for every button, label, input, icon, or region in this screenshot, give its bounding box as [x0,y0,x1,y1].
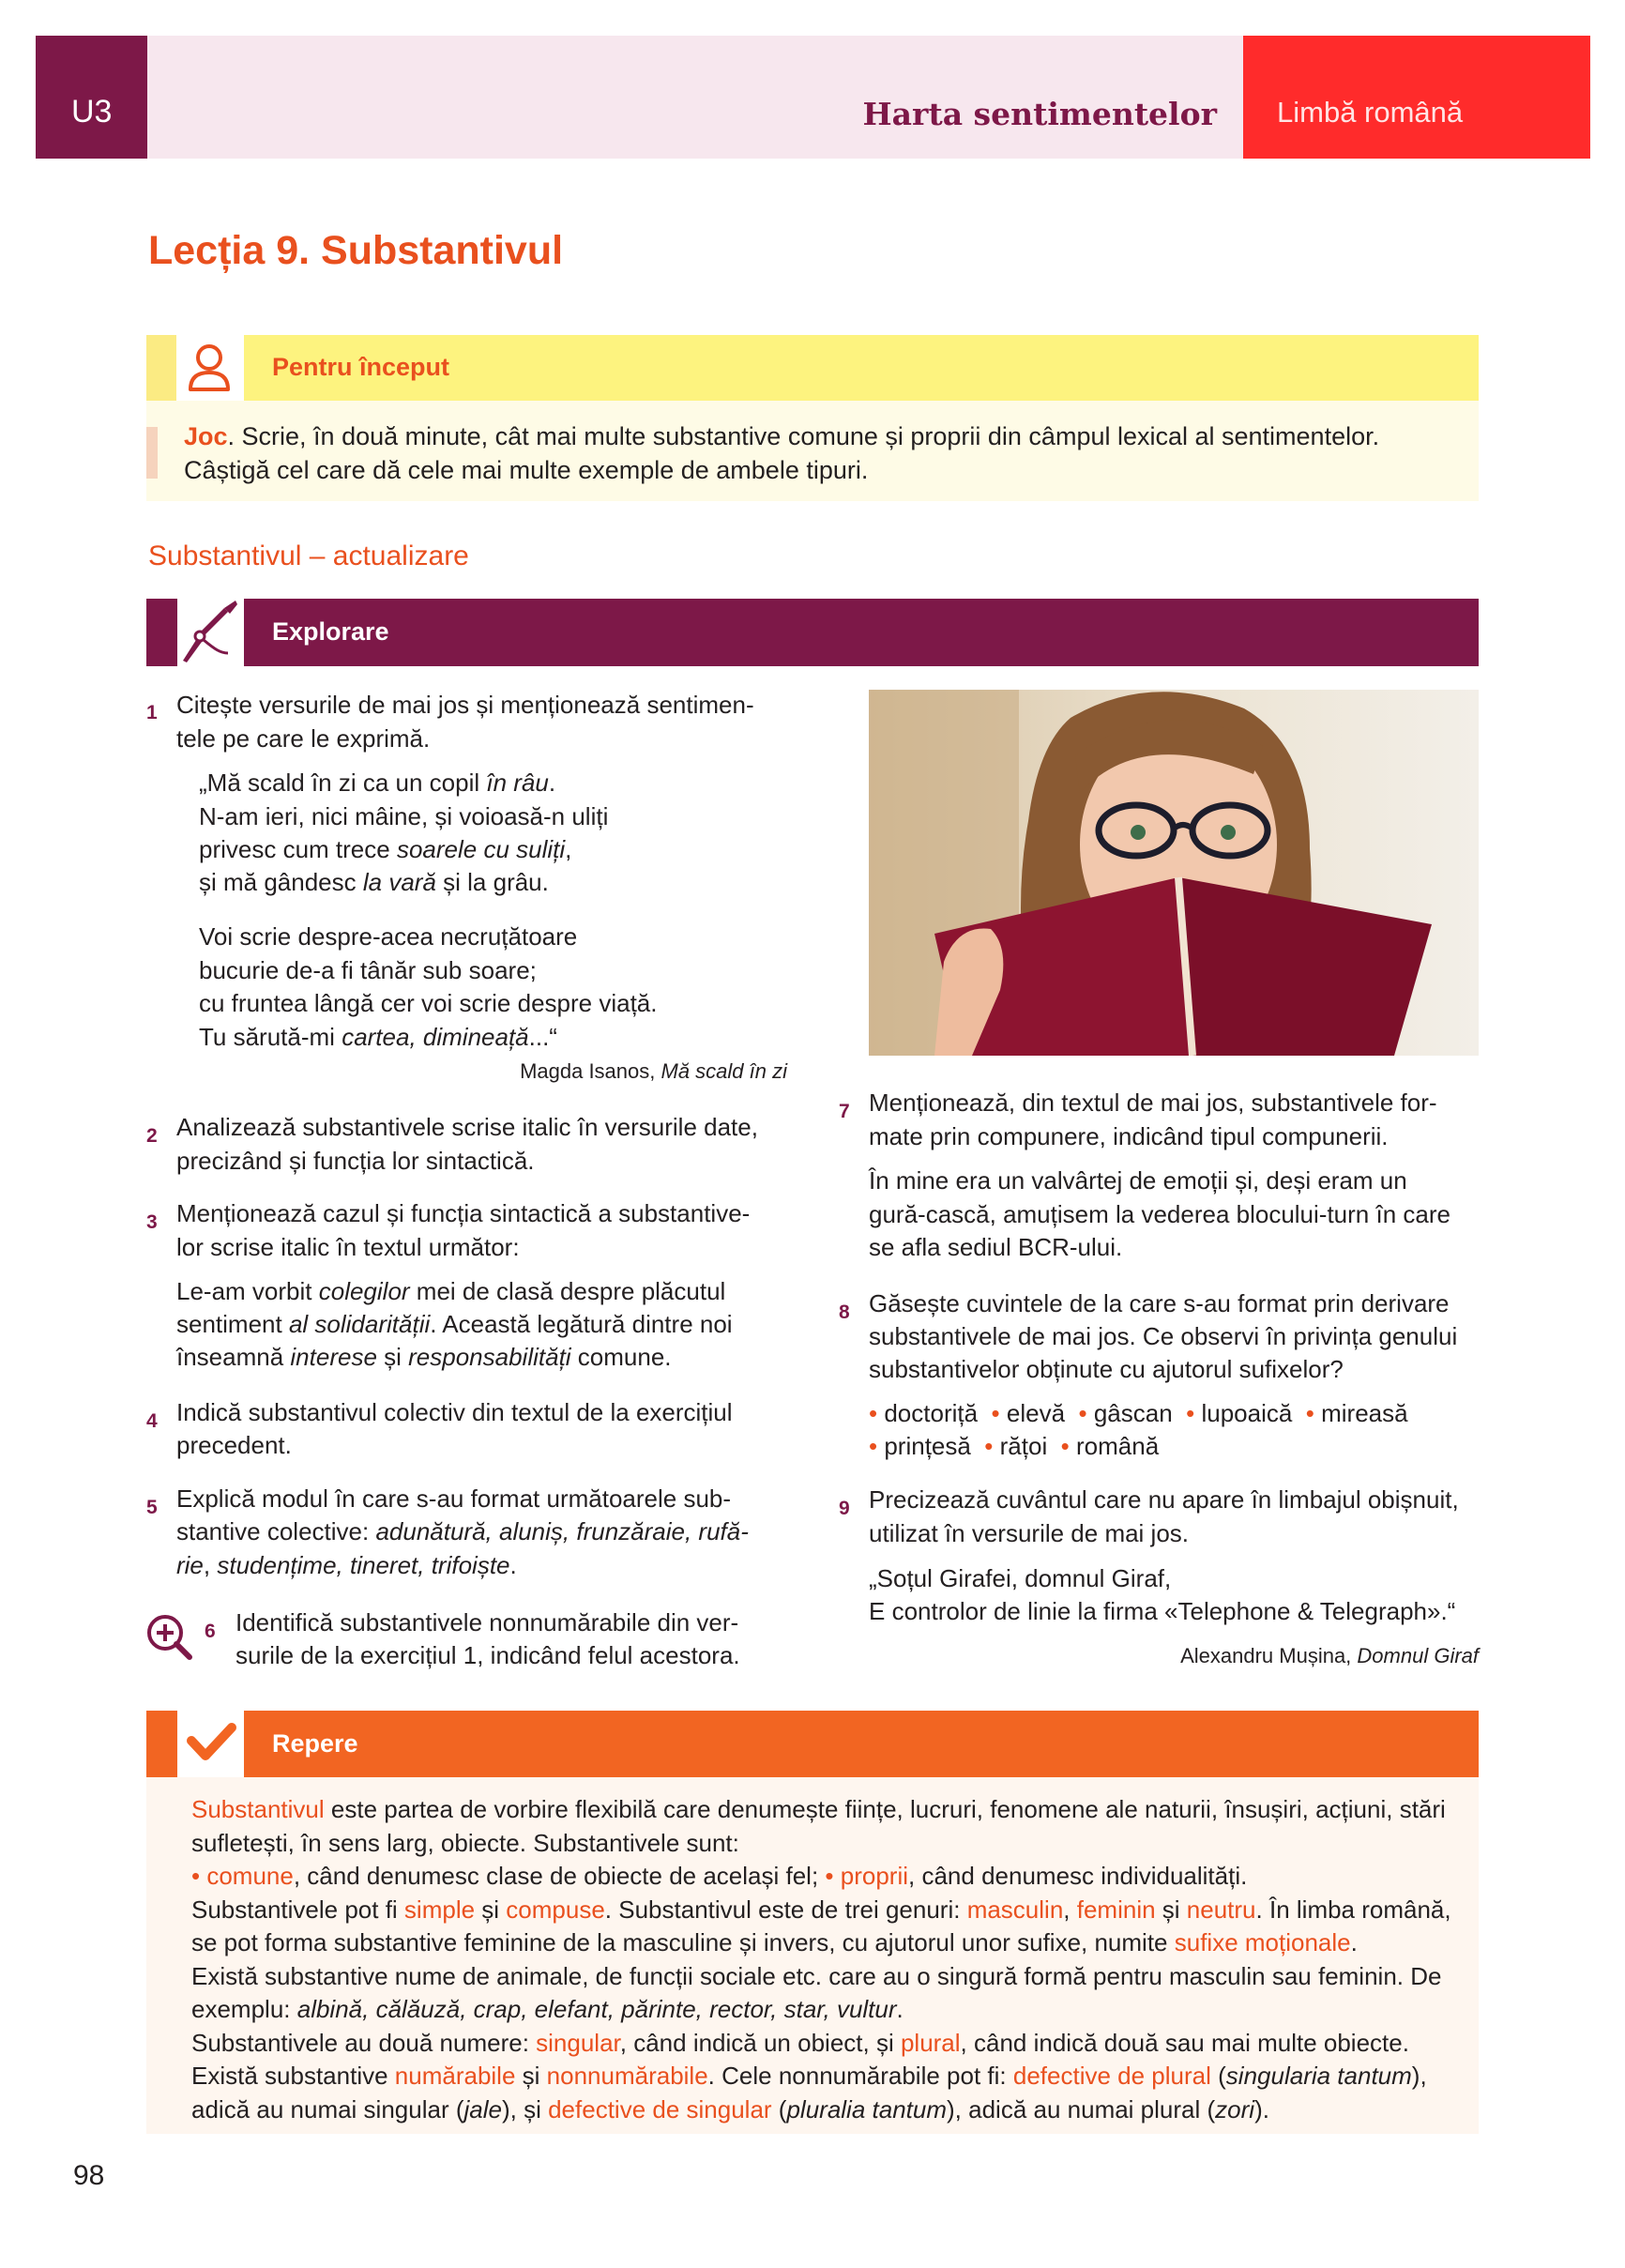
exercise-3-text: înseamnă interese și responsabilități comune. [176,1343,672,1371]
person-icon [176,335,244,401]
unit-label: U3 [71,94,113,129]
word-item: mireasă [1321,1399,1408,1427]
unit-title-bar [147,36,1243,159]
page-number: 98 [73,2160,105,2191]
poem-line: bucurie de-a fi tânăr sub soare; [199,956,537,984]
exercise-2-line: precizând și funcția lor sintactică. [176,1147,535,1175]
poem-line: N-am ieri, nici mâine, și voioasă-n uliți [199,802,609,830]
explorare-strip [146,599,177,666]
exercise-number: 5 [146,1497,158,1518]
section-heading: Substantivul – actualizare [148,540,469,571]
word-item: doctoriță [884,1399,979,1427]
lesson-title: Lecția 9. Substantivul [148,228,564,273]
exercise-number: 6 [205,1621,216,1642]
unit-title: Harta sentimentelor [862,96,1217,132]
exercise-number: 7 [839,1101,850,1122]
checkmark-icon [177,1711,244,1777]
exercise-number: 2 [146,1125,158,1147]
poem-line: „Mă scald în zi ca un copil în râu. [199,769,556,797]
word-item: prințesă [884,1432,971,1460]
exercise-8-line: Găsește cuvintele de la care s-au format prin derivare [869,1289,1450,1317]
exercise-2-line: Analizează substantivele scrise italic în versurile date, [176,1113,758,1141]
exercise-7-text: gură-cască, amuțisem la vederea blocului-turn în care [869,1200,1450,1228]
exercise-7-line: mate prin compunere, indicând tipul compunerii. [869,1122,1389,1150]
word-item: rățoi [999,1432,1048,1460]
exercise-3-text: sentiment al solidarității. Această legătură dintre noi [176,1310,733,1338]
joc-text: Joc. Scrie, în două minute, cât mai multe substantive comune și proprii din câmpul lexical al sentimentelor. Câștigă cel care dă cele mai multe exemple de ambele tipuri. [184,422,1380,484]
poem-attribution: Magda Isanos, Mă scald în zi [520,1059,787,1083]
exercise-3-text: Le-am vorbit colegilor mei de clasă despre plăcutul [176,1277,726,1305]
exercise-5-line: rie, studențime, tineret, trifoiște. [176,1551,517,1579]
exercise-number: 4 [146,1410,158,1432]
joc-label: Joc [184,422,228,450]
word-list-row: • doctoriță • elevă • gâscan • lupoaică • mireasă [869,1399,1408,1427]
exercise-number: 3 [146,1211,158,1233]
exercise-7-line: Menționează, din textul de mai jos, substantivele for- [869,1088,1437,1117]
poem-line: cu fruntea lângă cer voi scrie despre viață. [199,989,658,1017]
subject-tab [1243,36,1590,159]
zoom-in-icon [144,1612,193,1669]
exercise-9-line: utilizat în versurile de mai jos. [869,1519,1190,1547]
explorare-header [244,599,1479,666]
exercise-3-line: lor scrise italic în textul următor: [176,1233,520,1261]
repere-strip [146,1711,177,1777]
exercise-5-line: Explică modul în care s-au format următoarele sub- [176,1484,732,1513]
unit-tab [36,36,147,159]
verse-line: „Soțul Girafei, domnul Giraf, [869,1564,1172,1592]
exercise-number: 9 [839,1498,850,1519]
pentru-inceput-accent [146,427,158,479]
word-list-row: • prințesă • rățoi • română [869,1432,1160,1460]
explorare-label: Explorare [272,617,389,646]
subject-label: Limbă română [1277,96,1464,129]
exercise-4-line: Indică substantivul colectiv din textul de la exercițiul [176,1398,733,1426]
compass-icon [177,599,244,666]
exercise-number: 8 [839,1301,850,1323]
word-item: gâscan [1093,1399,1173,1427]
exercise-5-line: stantive colective: adunătură, aluniș, frunzăraie, rufă- [176,1517,749,1545]
verse-line: E controlor de linie la firma «Telephone & Telegraph».“ [869,1597,1456,1625]
word-item: română [1076,1432,1160,1460]
girl-reading-photo [869,690,1479,1056]
poem-line: Voi scrie despre-acea necruțătoare [199,922,578,951]
pentru-inceput-label: Pentru început [272,353,450,381]
exercise-1-instruction-line: Citește versurile de mai jos și menționează sentimen- [176,691,754,719]
repere-label: Repere [272,1729,358,1758]
poem-line: Tu sărută-mi cartea, dimineață...“ [199,1023,557,1051]
pentru-inceput-strip [146,335,176,401]
repere-text: Substantivul este partea de vorbire flexibilă care denumește ființe, lucruri, fenomene ale naturii, însușiri, acțiuni, stări sufletești, în sens larg, obiecte. Substantivele sunt: • comune, când denumesc clase de obiecte de același fel; • proprii, când denumesc individualități. Substantivele pot fi simple și compuse. Substantivul este de trei genuri: masculin, feminin și neutru. În limba română, se pot forma substantive feminine de la masculine și invers, cu ajutorul unor sufixe, numite sufixe moționale. Există substantive nume de animale, de funcții sociale etc. care au o singură formă pentru masculin sau feminin. De exemplu: albină, călăuză, crap, elefant, părinte, rector, star, vultur. Substantivele au două numere: singular, când indică un obiect, și plural, când indică două sau mai multe obiecte. Există substantive numărabile și nonnumărabile. Cele nonnumărabile pot fi: defective de plural (singularia tantum), adică au numai singular (jale), și defective de singular (pluralia tantum), adică au numai plural (zori). [191,1795,1451,2123]
pentru-inceput-header [244,335,1479,401]
exercise-6-line: Identifică substantivele nonnumărabile din ver- [235,1608,739,1636]
exercise-9-line: Precizează cuvântul care nu apare în limbajul obișnuit, [869,1485,1459,1514]
verse-attribution: Alexandru Mușina, Domnul Giraf [1180,1644,1479,1667]
exercise-8-line: substantivele de mai jos. Ce observi în privința genului [869,1322,1458,1350]
repere-header [244,1711,1479,1777]
exercise-number: 1 [146,702,158,723]
exercise-4-line: precedent. [176,1431,292,1459]
exercise-8-line: substantivelor obținute cu ajutorul sufixelor? [869,1355,1344,1383]
word-item: elevă [1006,1399,1066,1427]
exercise-1-instruction-line: tele pe care le exprimă. [176,724,431,753]
exercise-7-text: În mine era un valvârtej de emoții și, deși eram un [869,1166,1407,1195]
exercise-7-text: se afla sediul BCR-ului. [869,1233,1123,1261]
exercise-6-line: surile de la exercițiul 1, indicând felul acestora. [235,1641,740,1669]
word-item: lupoaică [1201,1399,1293,1427]
poem-line: și mă gândesc la vară și la grâu. [199,868,549,896]
poem-line: privesc cum trece soarele cu suliți, [199,835,572,863]
exercise-3-line: Menționează cazul și funcția sintactică a substantive- [176,1199,751,1227]
